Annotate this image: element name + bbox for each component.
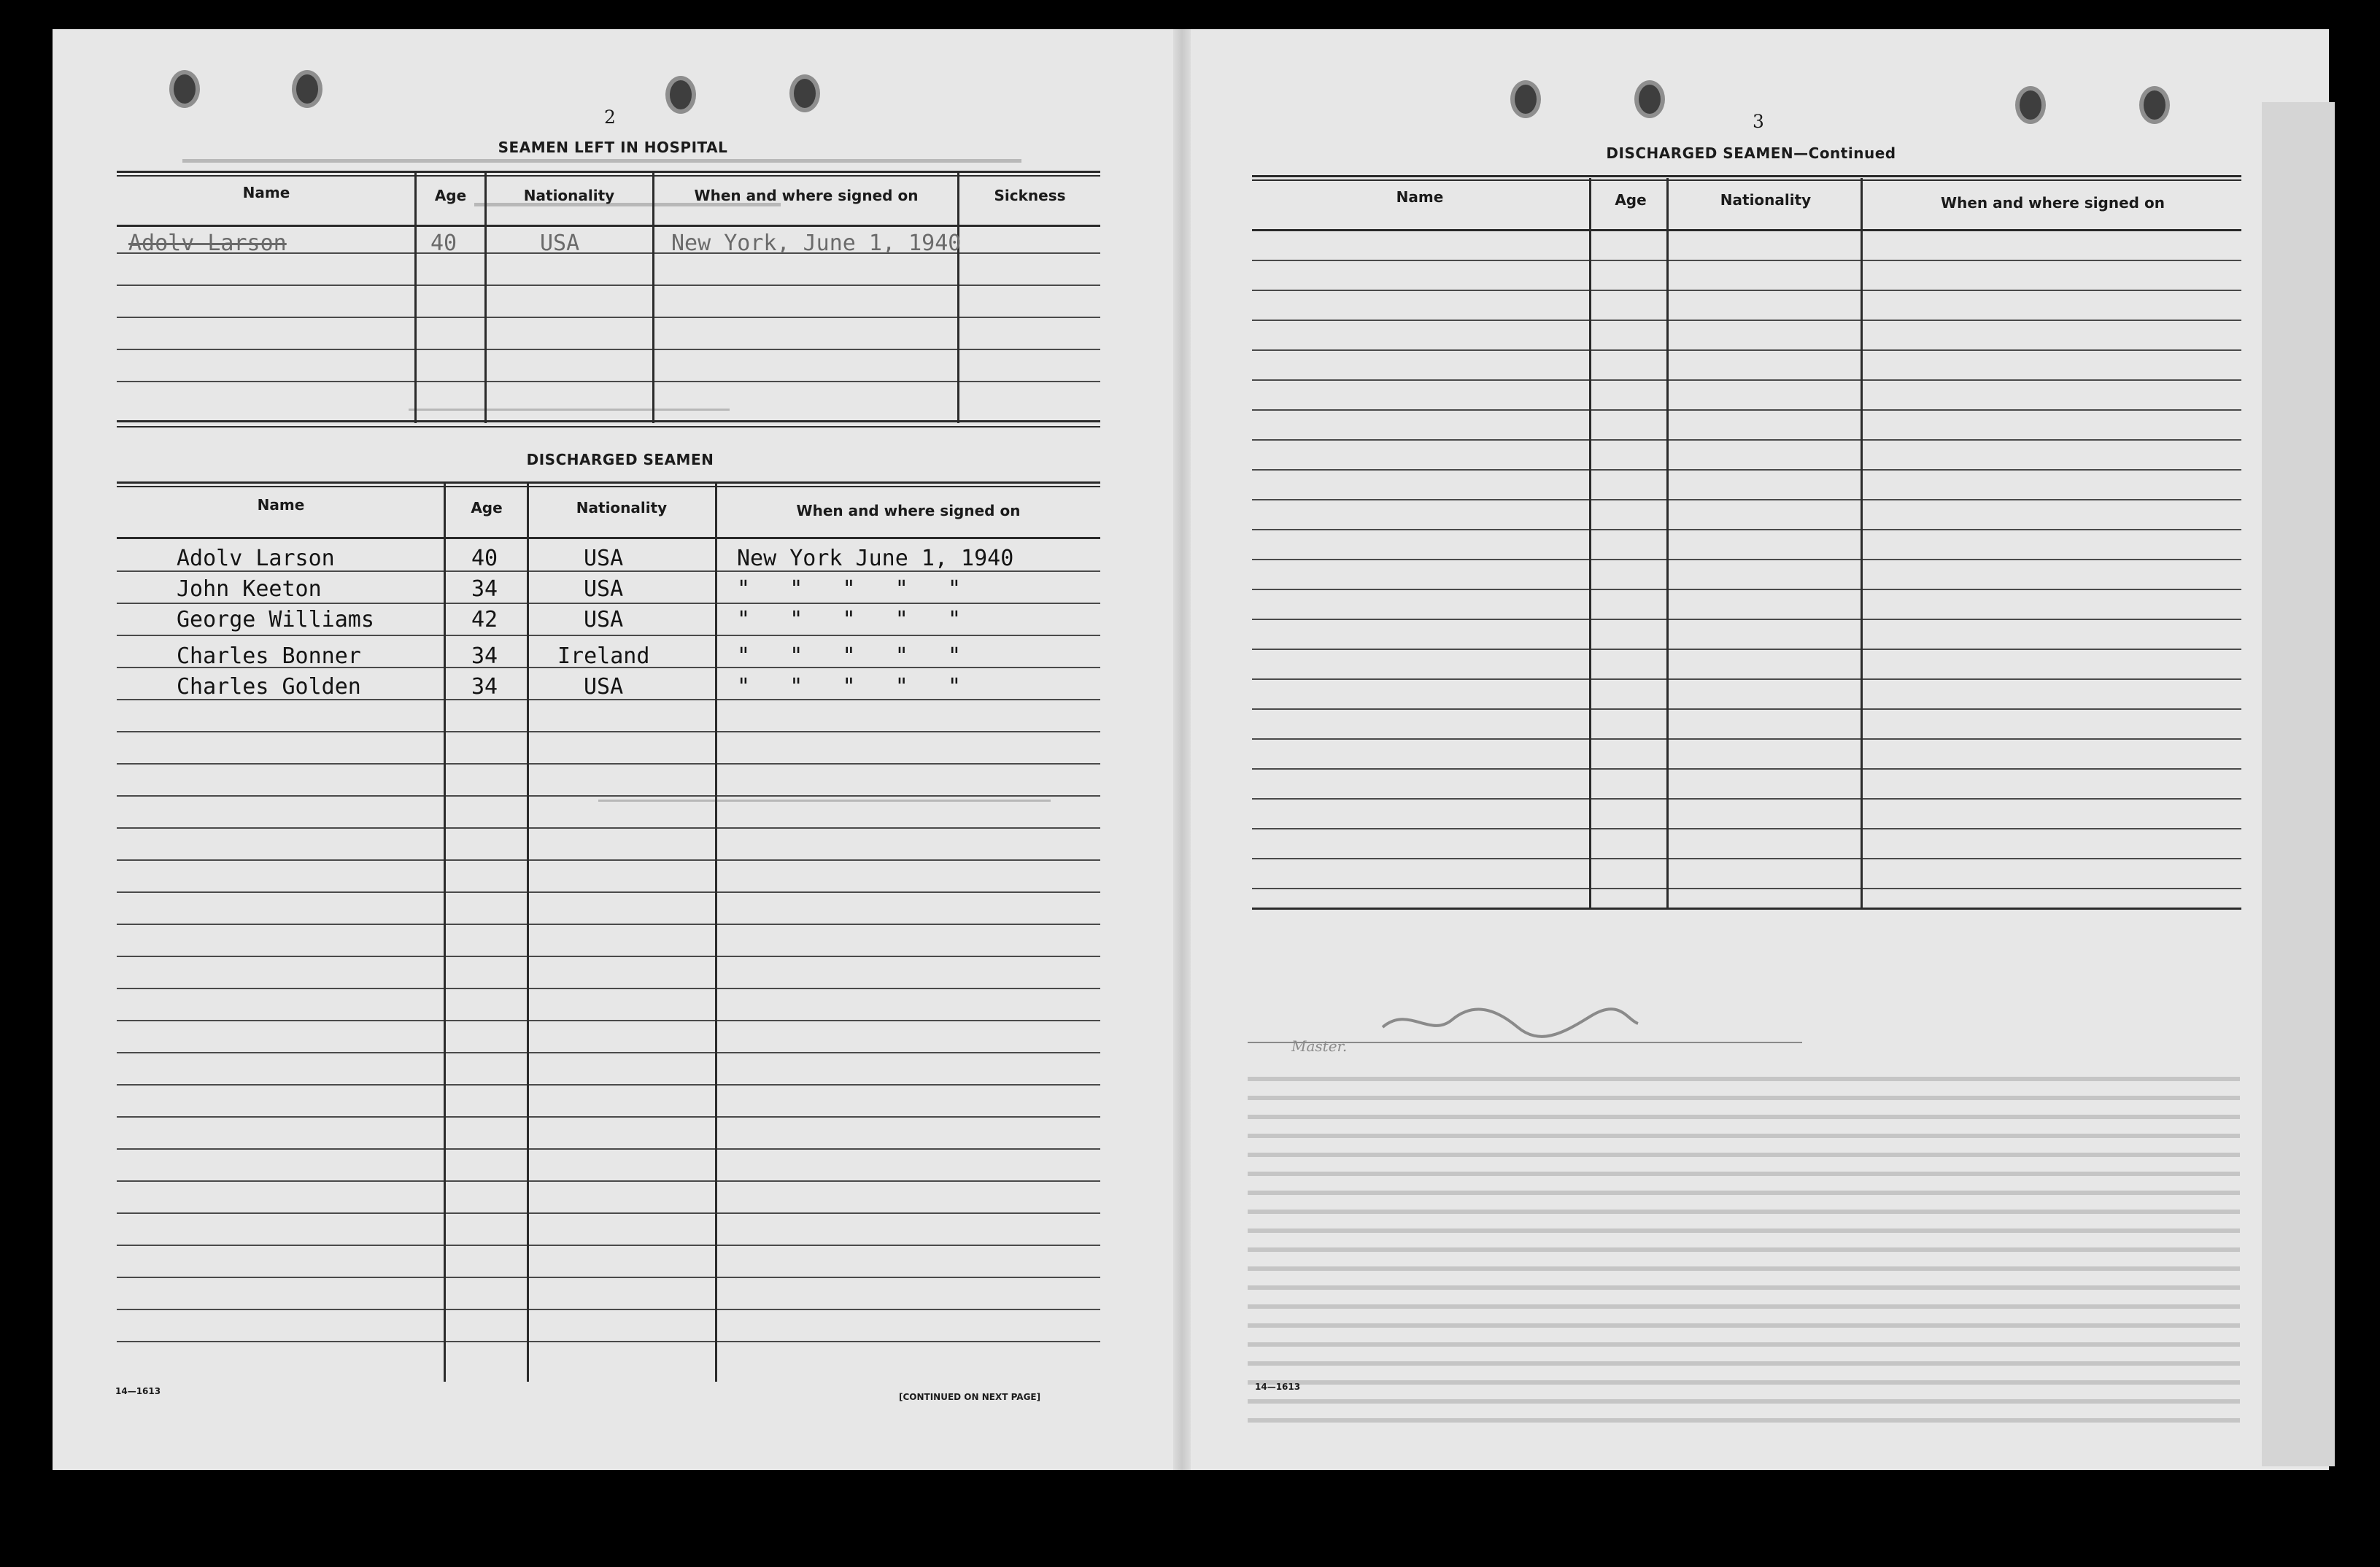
row-line [117,1148,1100,1150]
row-line [1252,678,2241,680]
row-line [117,891,1100,893]
col-divider [444,483,446,1382]
row-line [1252,708,2241,710]
row-line [1252,828,2241,829]
seaman-age: 34 [471,674,498,700]
row-line [117,956,1100,957]
seaman-name: Adolv Larson [177,546,335,571]
master-signature [1379,998,1642,1045]
seaman-signed-on: " " " " " [737,607,962,632]
col-header-signed-on: When and where signed on [694,187,919,204]
table-bottom-rule [117,426,1100,427]
page-number: 2 [604,107,616,128]
seaman-name: Charles Golden [177,674,361,700]
row-line [117,763,1100,765]
col-divider [527,483,529,1382]
bleed-through-line [598,800,1051,802]
row-line [1252,798,2241,800]
table-bottom-rule [117,420,1100,422]
row-line [117,1020,1100,1021]
table-top-rule [117,486,1100,487]
table-top-rule [1252,175,2241,177]
hospital-signed-on-cell: New York, June 1, 1940 [671,231,962,256]
signature-scribble [1379,998,1642,1042]
seaman-nationality: USA [584,546,624,571]
hospital-section-title: SEAMEN LEFT IN HOSPITAL [498,139,728,156]
master-label: Master. [1291,1037,1348,1055]
row-line [117,924,1100,925]
header-rule [117,537,1100,539]
row-line [1252,349,2241,351]
bleed-through-fine-print [1248,1071,2240,1436]
discharged-continued-title: DISCHARGED SEAMEN—Continued [1606,144,1896,162]
hospital-age-cell: 40 [430,231,457,256]
col-divider [957,172,959,423]
col-header-nationality: Nationality [576,499,668,516]
col-header-name: Name [257,496,305,514]
bleed-through-heading [182,159,1021,163]
col-header-name: Name [242,184,290,201]
row-line [1252,469,2241,471]
seaman-age: 40 [471,546,498,571]
table-bottom-rule [1252,908,2241,910]
punch-hole [169,70,200,108]
punch-hole [2015,86,2046,124]
col-header-age: Age [471,499,503,516]
seaman-signed-on: New York June 1, 1940 [737,546,1014,571]
col-divider [1589,178,1591,908]
col-header-signed-on: When and where signed on [796,502,1021,519]
row-line [1252,409,2241,411]
col-header-nationality: Nationality [523,187,615,204]
row-line [117,827,1100,829]
table-top-rule [117,175,1100,177]
row-line [117,1341,1100,1342]
row-line [117,731,1100,732]
row-line [117,795,1100,797]
col-divider [414,172,417,423]
punch-hole [789,74,820,112]
punch-hole [2139,86,2170,124]
row-line [117,1084,1100,1086]
row-line [117,1116,1100,1118]
row-line [1252,589,2241,590]
row-line [1252,499,2241,500]
col-header-age: Age [434,187,467,204]
page-fold [1173,29,1191,1470]
seaman-name: Charles Bonner [177,643,361,669]
row-line [117,635,1100,636]
col-divider [484,172,487,423]
seaman-nationality: USA [584,607,624,632]
seaman-age: 34 [471,576,498,602]
header-rule [117,225,1100,227]
row-line [117,381,1100,382]
seaman-nationality: USA [584,674,624,700]
row-line [117,603,1100,604]
col-header-nationality: Nationality [1720,191,1812,209]
seaman-age: 34 [471,643,498,669]
row-line [1252,619,2241,620]
seaman-name: George Williams [177,607,374,632]
continued-note: [CONTINUED ON NEXT PAGE] [899,1392,1041,1402]
punch-hole [665,76,696,114]
row-line [117,1052,1100,1053]
seaman-age: 42 [471,607,498,632]
row-line [117,317,1100,318]
header-rule [1252,229,2241,231]
row-line [1252,260,2241,261]
row-line [1252,559,2241,560]
row-line [1252,320,2241,321]
row-line [117,1180,1100,1182]
row-line [117,1277,1100,1278]
underlying-sheet-edge [2262,102,2335,1466]
row-line [117,1245,1100,1246]
row-line [117,859,1100,861]
row-line [117,285,1100,286]
col-divider [652,172,654,423]
col-divider [1861,178,1863,908]
seaman-name: John Keeton [177,576,322,602]
seaman-nationality: Ireland [557,643,650,669]
row-line [1252,649,2241,650]
hospital-nationality-cell: USA [540,231,580,256]
row-line [1252,738,2241,740]
col-header-sickness: Sickness [994,187,1066,204]
form-number: 14—1613 [1255,1382,1301,1392]
table-top-rule [117,171,1100,173]
bleed-through-line [409,409,730,411]
row-line [1252,768,2241,770]
col-divider [715,483,717,1382]
seaman-signed-on: " " " " " [737,576,962,602]
table-top-rule [117,481,1100,484]
bleed-through-stamp [1721,430,1735,457]
form-number: 14—1613 [115,1386,161,1396]
discharged-section-title: DISCHARGED SEAMEN [526,451,714,468]
punch-hole [292,70,322,108]
seaman-signed-on: " " " " " [737,674,962,700]
row-line [1252,888,2241,889]
page-number: 3 [1753,111,1764,132]
row-line [1252,439,2241,441]
punch-hole [1510,80,1541,118]
seaman-nationality: USA [584,576,624,602]
row-line [1252,529,2241,530]
row-line [1252,379,2241,381]
punch-hole [1634,80,1665,118]
row-line [117,1309,1100,1310]
col-divider [1666,178,1669,908]
table-top-rule [1252,179,2241,181]
row-line [117,988,1100,989]
row-line [117,349,1100,350]
seaman-signed-on: " " " " " [737,643,962,669]
bleed-through-handwriting [139,255,148,289]
row-line [1252,858,2241,859]
col-header-age: Age [1615,191,1647,209]
row-line [117,1212,1100,1214]
col-header-signed-on: When and where signed on [1941,194,2165,212]
col-header-name: Name [1396,188,1444,206]
hospital-name-cell: Adolv Larson [128,231,287,256]
row-line [1252,290,2241,291]
